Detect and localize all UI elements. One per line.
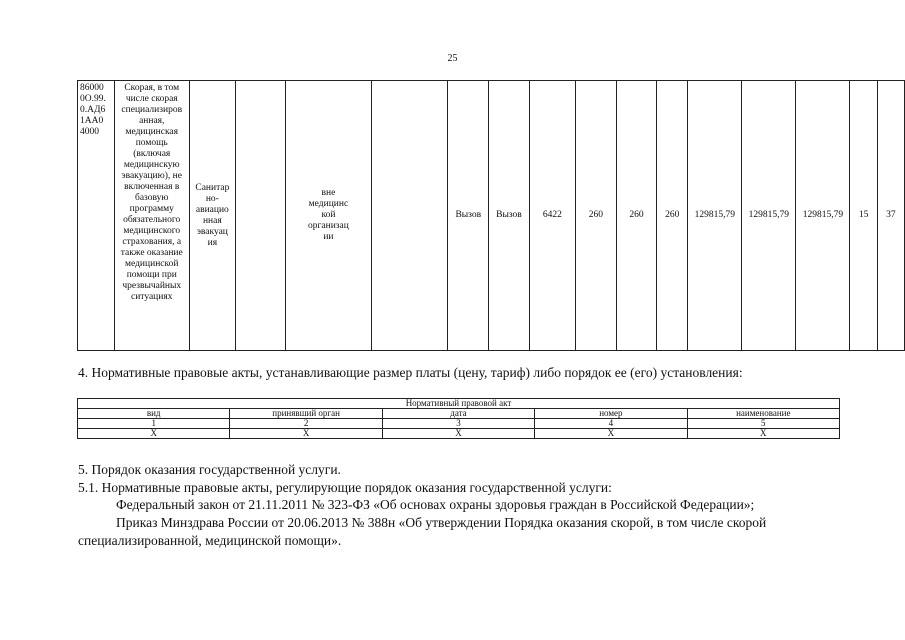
order-text-line-1: Приказ Минздрава России от 20.06.2013 № 388н «Об утверждении Порядка оказания скорой, в том числе скорой [116, 515, 767, 530]
legal-acts-table [77, 398, 840, 439]
service-code-line: 4000 [80, 127, 99, 137]
service-code-line: 1АА0 [80, 116, 104, 126]
service-row [78, 81, 905, 351]
table-number-row [78, 419, 840, 429]
service-code-line: 0О.99. [80, 94, 106, 104]
okei-code-cell: 6422 [529, 81, 575, 351]
table-row [78, 429, 840, 439]
page-number: 25 [447, 53, 458, 64]
section-4-heading: 4. Нормативные правовые акты, устанавливающие размер платы (цену, тариф) либо порядок ее (его) установления: [78, 365, 743, 380]
service-code-line: 0.АД6 [80, 105, 106, 115]
service-code-line: 86000 [80, 83, 104, 93]
unit-name-cell: Вызов [489, 81, 530, 351]
column-header: вид [78, 409, 230, 419]
table-cell: Х [687, 429, 839, 439]
table-cell: Х [535, 429, 687, 439]
column-number: 1 [78, 419, 230, 429]
value-cell: 260 [576, 81, 617, 351]
value-cell: 260 [657, 81, 688, 351]
table-cell: Х [78, 429, 230, 439]
column-header: наименование [687, 409, 839, 419]
column-header: номер [535, 409, 687, 419]
price-cell: 129815,79 [742, 81, 796, 351]
empty-cell [236, 81, 286, 351]
column-number: 4 [535, 419, 687, 429]
price-cell: 129815,79 [688, 81, 742, 351]
service-condition-cell: вне медицинс кой организац ии [286, 81, 372, 351]
empty-cell [371, 81, 448, 351]
deviation-percent-cell: 15 [850, 81, 877, 351]
service-type-cell: Санитар но-авиацио нная эвакуац ия [189, 81, 236, 351]
price-cell: 129815,79 [796, 81, 850, 351]
column-header: принявший орган [230, 409, 382, 419]
order-text-line-2: специализированной, медицинской помощи». [78, 533, 342, 548]
table-cell: Х [230, 429, 382, 439]
section-5-1-heading: 5.1. Нормативные правовые акты, регулирующие порядок оказания государственной услуги: [78, 480, 612, 495]
deviation-abs-cell: 37 [877, 81, 904, 351]
column-number: 3 [382, 419, 534, 429]
table-cell: Х [382, 429, 534, 439]
service-code-cell [78, 81, 115, 351]
value-cell: 260 [616, 81, 657, 351]
column-header: дата [382, 409, 534, 419]
table-title: Нормативный правовой акт [78, 399, 840, 409]
column-number: 2 [230, 419, 382, 429]
service-name-cell: Скорая, в том числе скорая специализиров анная, медицинская помощь (включая медицинскую эвакуацию), не включенная в базовую программу обязательного медицинского страхования, а также оказание медицинской помощи при чрезвычайных ситуациях [114, 81, 189, 351]
table-header-row [78, 409, 840, 419]
column-number: 5 [687, 419, 839, 429]
service-table [77, 80, 905, 351]
unit-name-cell: Вызов [448, 81, 489, 351]
federal-law-text: Федеральный закон от 21.11.2011 № 323-ФЗ «Об основах охраны здоровья граждан в Российской Федерации»; [116, 497, 755, 512]
section-5-heading: 5. Порядок оказания государственной услуги. [78, 462, 341, 477]
